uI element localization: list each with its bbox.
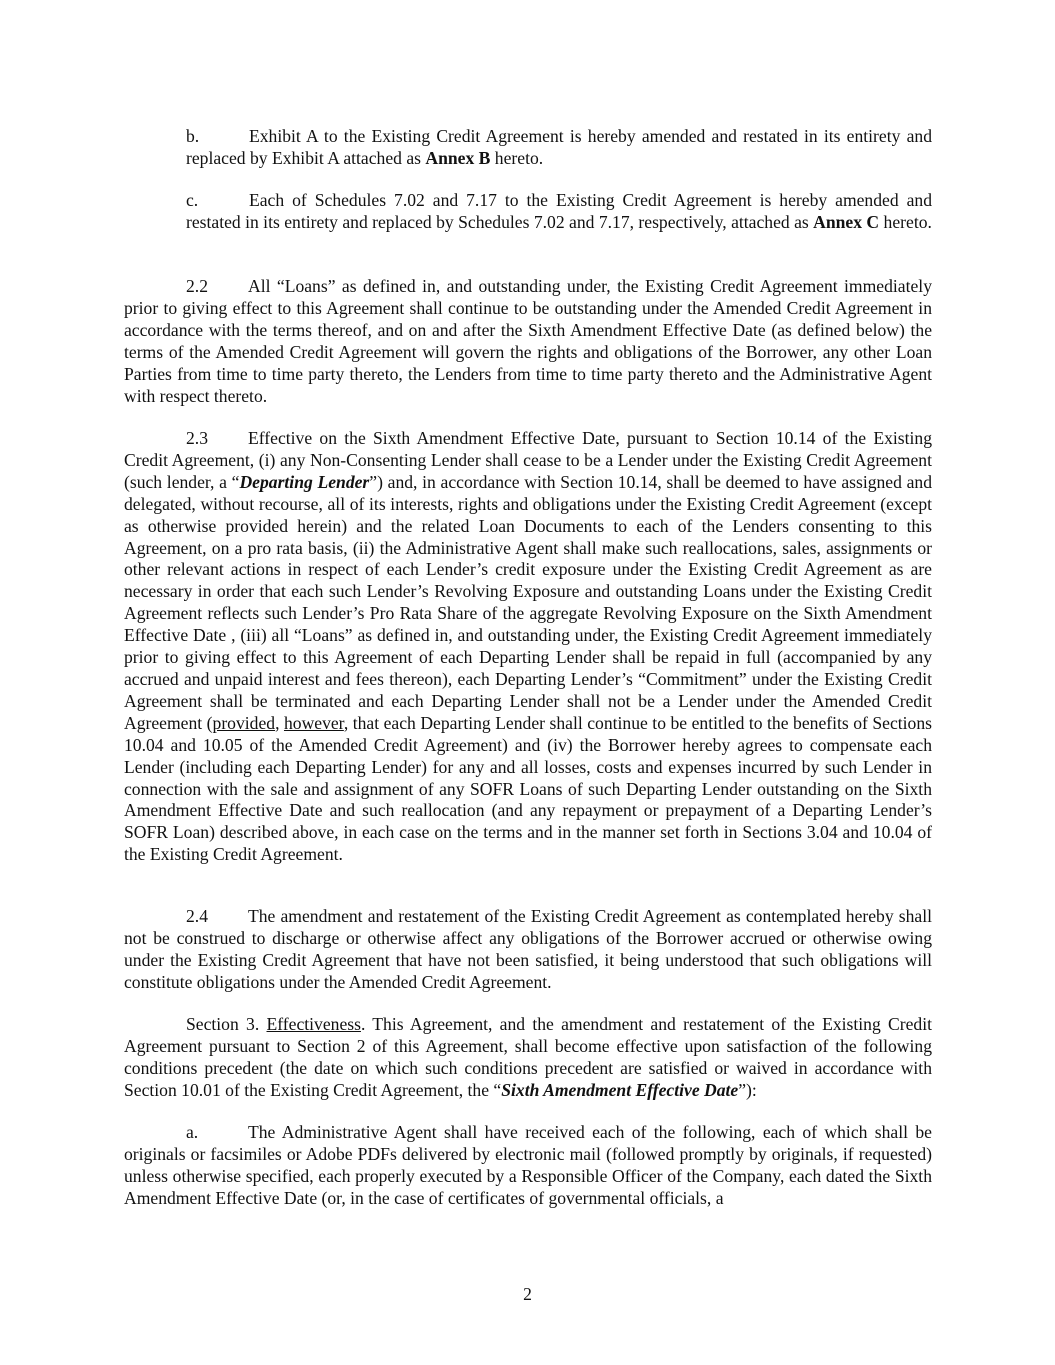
however-term: however	[283, 712, 344, 733]
clause-marker: b.	[186, 126, 200, 146]
section-2-4	[124, 906, 932, 994]
provided-term: provided	[212, 712, 276, 733]
section-2-2	[124, 276, 932, 407]
section-3-effectiveness	[124, 1014, 932, 1102]
section-text: The amendment and restatement of the Existing Credit Agreement as contemplated hereby shall not be construed to discharge or otherwise affect any obligations of the Borrower accrued or otherwise owing under the Existing Credit Agreement that have not been satisfied, it being understood that such obligations will constitute obligations under the Amended Credit Agreement.	[124, 906, 932, 992]
page-number: 2	[523, 1284, 532, 1304]
section-2-3: 2.3 Effective on the Sixth Amendment Effective Date, pursuant to Section 10.14 of the Existing Credit Agreement, (i) any Non-Consenting Lender shall cease to be a Lender under the Existing Credit Agreement (such lender, a “Departing Lender”) and, in accordance with Section 10.14, shall be deemed to have assigned and delegated, without recourse, all of its interests, rights and obligations under the Existing Credit Agreement (except as otherwise provided herein) and the related Loan Documents to each of the Lenders consenting to this Agreement, on a pro rata basis, (ii) the Administrative Agent shall make such reallocations, sales, assignments or other relevant actions in respect of each Lender’s credit exposure under the Existing Credit Agreement as are necessary in order that each such Lender’s Revolving Exposure and outstanding Loans under the Existing Credit Agreement reflects such Lender’s Pro Rata Share of the aggregate Revolving Exposure on the Sixth Amendment Effective Date , (iii) all “Loans” as defined in, and outstanding under, the Existing Credit Agreement immediately prior to giving effect to this Agreement of each Departing Lender shall be repaid in full (accompanied by any accrued and unpaid interest and fees thereon), each Departing Lender’s “Commitment” under the Existing Credit Agreement shall be terminated and each Departing Lender shall not be a Lender under the Amended Credit Agreement (provided, however, that each Departing Lender shall continue to be entitled to the benefits of Sections 10.04 and 10.05 of the Amended Credit Agreement) and (iv) the Borrower hereby agrees to compensate each Lender (including each Departing Lender) for any and all losses, costs and expenses incurred by such Lender in connection with the sale and assignment of any SOFR Loans of such Departing Lender outstanding on the Sixth Amendment Effective Date and such reallocation (and any repayment or prepayment of a Departing Lender’s SOFR Loan) described above, in each case on the terms and in the manner set forth in Sections 3.04 and 10.04 of the Existing Credit Agreement.	[124, 428, 933, 865]
section-text: Effective on the Sixth Amendment Effective Date, pursuant to Section 10.14 of the Existing Credit Agreement, (i) any Non-Consenting Lender shall cease to be a Lender under the Existing Credit Agreement (such lender, a “	[124, 428, 932, 492]
annex-ref: Annex C	[813, 211, 880, 232]
clause-3-a	[124, 1122, 932, 1210]
clause-2-1-c	[186, 190, 932, 234]
section-text: All “Loans” as defined in, and outstanding under, the Existing Credit Agreement immediately prior to giving effect to this Agreement shall continue to be outstanding under the Amended Credit Agreement in accordance with the terms thereof, and on and after the Sixth Amendment Effective Date (as defined below) the terms of the Amended Credit Agreement will govern the rights and obligations of the Borrower, any other Loan Parties from time to time party thereto, the Lenders from time to time party thereto and the Administrative Agent with respect thereto.	[124, 276, 932, 406]
clause-text-end: hereto.	[490, 147, 544, 168]
clause-marker: c.	[186, 190, 199, 210]
defined-term-effective-date: Sixth Amendment Effective Date	[501, 1079, 739, 1100]
annex-ref: Annex B	[425, 147, 491, 168]
section-heading: Effectiveness	[266, 1014, 361, 1034]
section-number: 2.4	[186, 906, 208, 926]
section-label: Section 3.	[186, 1014, 260, 1034]
section-text-end: ”):	[738, 1079, 757, 1100]
section-text: . This Agreement, and the amendment and restatement of the Existing Credit Agreement pursuant to Section 2 of this Agreement, shall become effective upon satisfaction of the following conditions precedent (the date on which such conditions precedent are satisfied or waived in accordance with Section 10.01 of the Existing Credit Agreement, the “	[124, 1014, 932, 1100]
clause-2-1-b	[186, 126, 932, 170]
section-text-cont: ”) and, in accordance with Section 10.14, shall be deemed to have assigned and delegated, without recourse, all of its interests, rights and obligations under the Existing Credit Agreement (except as otherwise provided herein) and the related Loan Documents to each of the Lenders consenting to this Agreement, on a pro rata basis, (ii) the Administrative Agent shall make such reallocations, sales, assignments or other relevant actions in respect of each Lender’s credit exposure under the Existing Credit Agreement as are necessary in order that each such Lender’s Revolving Exposure and outstanding Loans under the Existing Credit Agreement reflects such Lender’s Pro Rata Share of the aggregate Revolving Exposure on the Sixth Amendment Effective Date , (iii) all “Loans” as defined in, and outstanding under, the Existing Credit Agreement immediately prior to giving effect to this Agreement of each Departing Lender shall be repaid in full (accompanied by any accrued and unpaid interest and fees thereon), each Departing Lender’s “Commitment” under the Existing Credit Agreement shall be terminated and each Departing Lender shall not be a Lender under the Amended Credit Agreement (	[124, 471, 933, 733]
clause-marker: a.	[186, 1122, 199, 1142]
clause-text-end: hereto.	[879, 211, 932, 232]
section-text-end: , that each Departing Lender shall continue to be entitled to the benefits of Sections 10.04 and 10.05 of the Amended Credit Agreement) and (iv) the Borrower hereby agrees to compensate each Lender (including each Departing Lender) for any and all losses, costs and expenses incurred by such Lender in connection with the sale and assignment of any SOFR Loans of such Departing Lender outstanding on the Sixth Amendment Effective Date and such reallocation (and any repayment or prepayment of a Departing Lender’s SOFR Loan) described above, in each case on the terms and in the manner set forth in Sections 3.04 and 10.04 of the Existing Credit Agreement.	[124, 712, 933, 865]
section-number: 2.3	[186, 428, 208, 448]
defined-term-departing-lender: Departing Lender	[239, 471, 370, 492]
clause-text: Exhibit A to the Existing Credit Agreement is hereby amended and restated in its entirety and replaced by Exhibit A attached as	[186, 126, 932, 168]
section-number: 2.2	[186, 276, 208, 296]
clause-text: Each of Schedules 7.02 and 7.17 to the Existing Credit Agreement is hereby amended and restated in its entirety and replaced by Schedules 7.02 and 7.17, respectively, attached as	[186, 190, 932, 232]
clause-text: The Administrative Agent shall have received each of the following, each of which shall be originals or facsimiles or Adobe PDFs delivered by electronic mail (followed promptly by originals, if requested) unless otherwise specified, each properly executed by a Responsible Officer of the Company, each dated the Sixth Amendment Effective Date (or, in the case of certificates of governmental officials, a	[124, 1122, 932, 1208]
